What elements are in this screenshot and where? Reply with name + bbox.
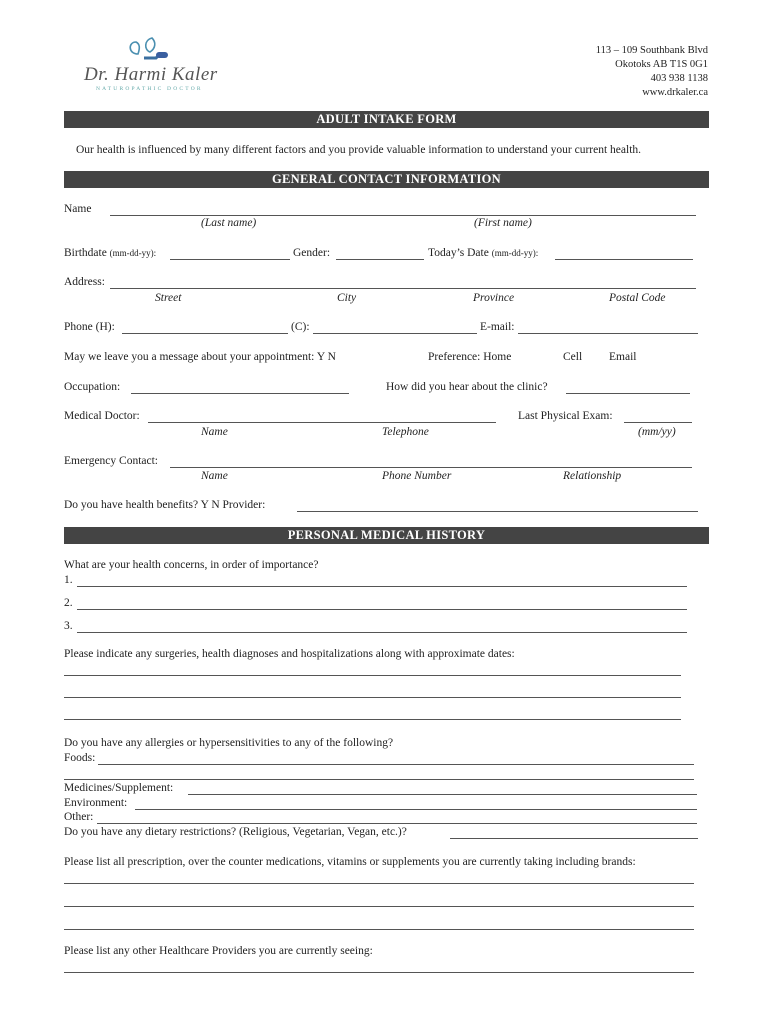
- other-label: Other:: [64, 811, 94, 823]
- section-history: PERSONAL MEDICAL HISTORY: [64, 527, 709, 544]
- other-field[interactable]: [97, 823, 697, 824]
- em-name-caption: Name: [201, 470, 228, 482]
- preference-email[interactable]: Email: [609, 351, 637, 363]
- phone-home-field[interactable]: [122, 333, 288, 334]
- birthdate-field[interactable]: [170, 259, 290, 260]
- last-physical-field[interactable]: [624, 422, 692, 423]
- email-field[interactable]: [518, 333, 698, 334]
- province-caption: Province: [473, 292, 515, 304]
- last-physical-label: Last Physical Exam:: [518, 410, 613, 422]
- concern-field-2[interactable]: [77, 609, 687, 610]
- name-field[interactable]: [110, 215, 696, 216]
- prescriptions-field-1[interactable]: [64, 883, 694, 884]
- foods-field-2[interactable]: [64, 779, 694, 780]
- hear-field[interactable]: [566, 393, 690, 394]
- prescriptions-question: Please list all prescription, over the counter medications, vitamins or supplements you are currently taking including brands:: [64, 856, 636, 868]
- address-line-1: 113 – 109 Southbank Blvd: [595, 45, 708, 56]
- occupation-label: Occupation:: [64, 381, 121, 393]
- form-title: ADULT INTAKE FORM: [64, 111, 709, 128]
- foods-label: Foods:: [64, 752, 96, 764]
- city-caption: City: [337, 292, 357, 304]
- em-phone-caption: Phone Number: [382, 470, 452, 482]
- phone-cell-field[interactable]: [313, 333, 477, 334]
- occupation-field[interactable]: [131, 393, 349, 394]
- today-date-field[interactable]: [555, 259, 693, 260]
- provider-field[interactable]: [297, 511, 698, 512]
- surgeries-field-3[interactable]: [64, 719, 681, 720]
- address-field[interactable]: [110, 288, 696, 289]
- preference-cell[interactable]: Cell: [563, 351, 583, 363]
- clinic-address: [596, 44, 708, 100]
- gender-label: Gender:: [293, 247, 331, 259]
- concern-field-3[interactable]: [77, 632, 687, 633]
- emergency-label: Emergency Contact:: [64, 455, 158, 467]
- surgeries-field-2[interactable]: [64, 697, 681, 698]
- logo-subtitle: NATUROPATHIC DOCTOR: [96, 86, 203, 92]
- prescriptions-field-2[interactable]: [64, 906, 694, 907]
- environment-field[interactable]: [135, 809, 697, 810]
- providers-question: Please list any other Healthcare Providers you are currently seeing:: [64, 945, 373, 957]
- concerns-question: What are your health concerns, in order of importance?: [64, 559, 319, 571]
- dietary-question: Do you have any dietary restrictions? (Religious, Vegetarian, Vegan, etc.)?: [64, 826, 407, 838]
- medical-doctor-label: Medical Doctor:: [64, 410, 140, 422]
- section-contact: GENERAL CONTACT INFORMATION: [64, 171, 709, 188]
- environment-label: Environment:: [64, 797, 128, 809]
- phone-home-label: Phone (H):: [64, 321, 115, 333]
- emergency-field[interactable]: [170, 467, 692, 468]
- hear-label: How did you hear about the clinic?: [386, 381, 548, 393]
- md-name-caption: Name: [201, 426, 228, 438]
- postal-caption: Postal Code: [609, 292, 666, 304]
- address-label: Address:: [64, 276, 105, 288]
- md-telephone-caption: Telephone: [382, 426, 429, 438]
- today-date-label: Today’s Date (mm-dd-yy):: [428, 247, 539, 259]
- concern-number-2: 2.: [64, 597, 73, 609]
- em-relationship-caption: Relationship: [563, 470, 622, 482]
- dietary-field[interactable]: [450, 838, 698, 839]
- benefits-label: Do you have health benefits? Y N Provider:: [64, 499, 266, 511]
- phone-number: 403 938 1138: [650, 73, 708, 84]
- surgeries-field-1[interactable]: [64, 675, 681, 676]
- preference-label: Preference: Home: [428, 351, 512, 363]
- name-label: Name: [64, 203, 92, 215]
- phone-cell-label: (C):: [291, 321, 310, 333]
- address-line-2: Okotoks AB T1S 0G1: [615, 59, 708, 70]
- md-date-caption: (mm/yy): [638, 426, 676, 438]
- medicines-label: Medicines/Supplement:: [64, 782, 174, 794]
- foods-field[interactable]: [98, 764, 694, 765]
- allergies-question: Do you have any allergies or hypersensitivities to any of the following?: [64, 737, 394, 749]
- first-name-caption: (First name): [474, 217, 532, 229]
- providers-field[interactable]: [64, 972, 694, 973]
- email-label: E-mail:: [480, 321, 515, 333]
- surgeries-question: Please indicate any surgeries, health diagnoses and hospitalizations along with approximate dates:: [64, 648, 515, 660]
- intro-text: Our health is influenced by many different factors and you provide valuable information to understand your current health.: [76, 144, 642, 156]
- prescriptions-field-3[interactable]: [64, 929, 694, 930]
- medicines-field[interactable]: [188, 794, 697, 795]
- birthdate-label: Birthdate (mm-dd-yy):: [64, 247, 157, 259]
- last-name-caption: (Last name): [201, 217, 257, 229]
- medical-doctor-field[interactable]: [148, 422, 496, 423]
- website[interactable]: www.drkaler.ca: [642, 87, 708, 98]
- concern-field-1[interactable]: [77, 586, 687, 587]
- gender-field[interactable]: [336, 259, 424, 260]
- message-question: May we leave you a message about your appointment: Y N: [64, 351, 336, 363]
- street-caption: Street: [155, 292, 182, 304]
- concern-number-1: 1.: [64, 574, 73, 586]
- concern-number-3: 3.: [64, 620, 73, 632]
- logo-name: Dr. Harmi Kaler: [84, 64, 218, 85]
